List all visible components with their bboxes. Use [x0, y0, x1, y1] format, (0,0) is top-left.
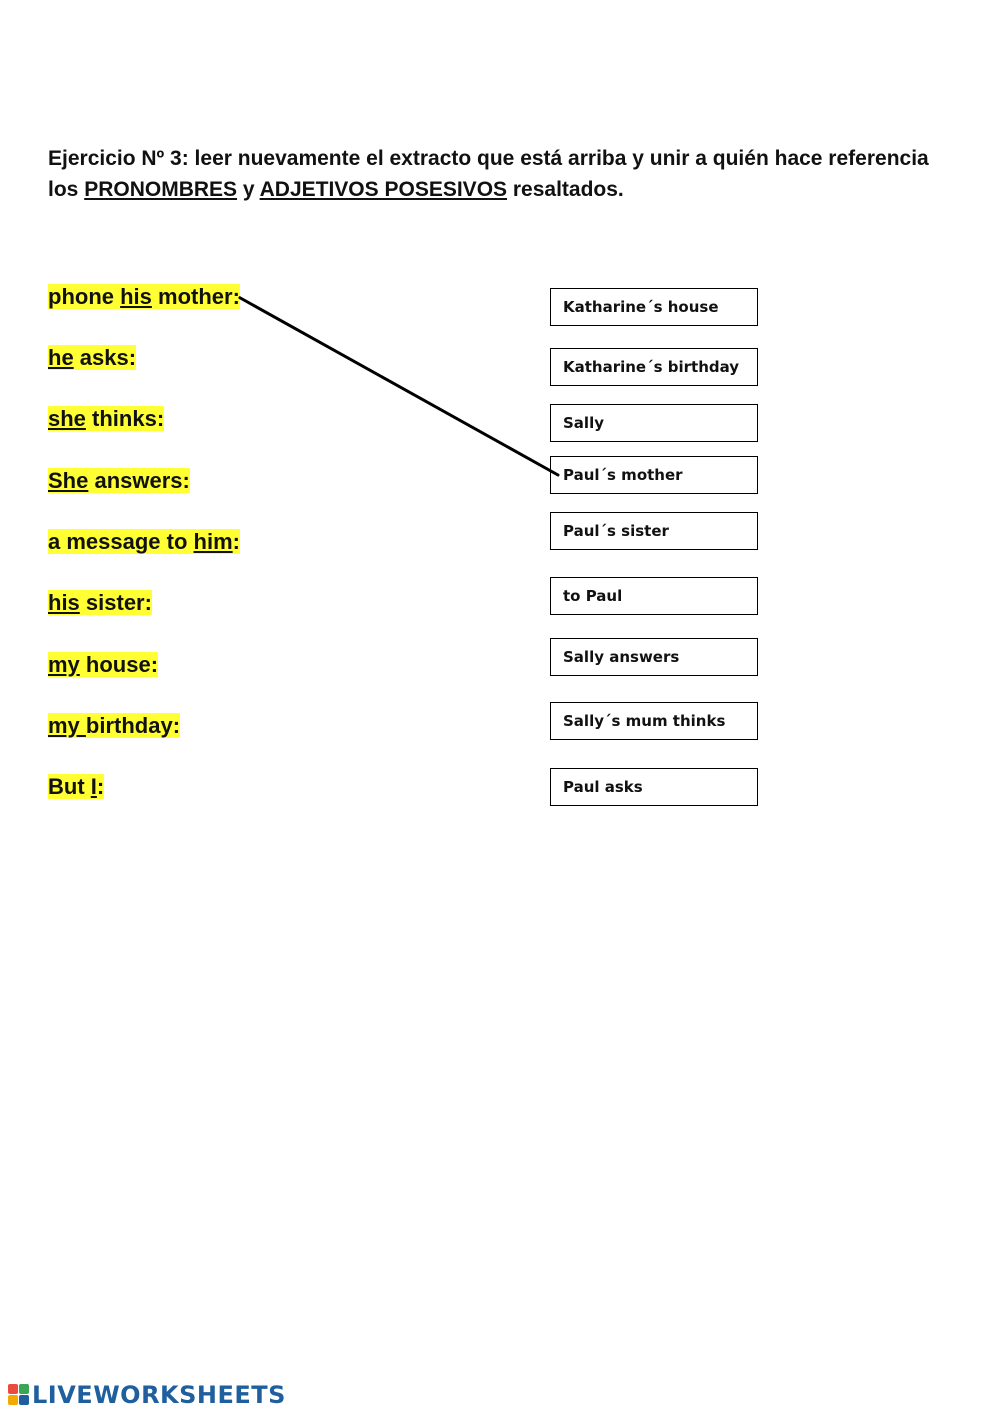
prompt-item-3[interactable]: [48, 467, 190, 495]
prompt-underlined: my: [48, 713, 86, 738]
exercise-instructions: [48, 143, 948, 205]
prompt-post: house:: [79, 652, 159, 677]
prompt-post: sister:: [79, 590, 152, 615]
answer-box-2[interactable]: Sally: [550, 404, 758, 442]
instructions-text-2: resaltados.: [507, 178, 624, 201]
prompt-underlined: my: [48, 652, 80, 677]
instructions-text-1: Ejercicio Nº 3: leer nuevamente el extracto que está arriba y unir a quién hace referencia los: [48, 147, 929, 201]
answer-box-0[interactable]: Katharine´s house: [550, 288, 758, 326]
prompt-pre: But: [48, 774, 91, 799]
prompt-pre: a message to: [48, 529, 194, 554]
answer-box-7[interactable]: Sally´s mum thinks: [550, 702, 758, 740]
prompt-underlined: his: [120, 284, 152, 309]
answer-box-3[interactable]: Paul´s mother: [550, 456, 758, 494]
prompt-item-4[interactable]: [48, 528, 240, 556]
instructions-conj: y: [237, 178, 260, 201]
prompt-post: :: [96, 774, 105, 799]
answer-box-5[interactable]: to Paul: [550, 577, 758, 615]
prompt-underlined: she: [48, 406, 86, 431]
prompt-post: :: [232, 529, 240, 554]
answer-box-4[interactable]: Paul´s sister: [550, 512, 758, 550]
match-line-0: [240, 298, 558, 475]
prompt-item-7[interactable]: [48, 712, 180, 740]
prompt-item-1[interactable]: [48, 344, 136, 372]
prompt-post: thinks:: [85, 406, 165, 431]
prompt-underlined: him: [193, 529, 233, 554]
instructions-pronombres: PRONOMBRES: [84, 178, 238, 201]
prompt-post: birthday:: [85, 713, 181, 738]
prompt-post: answers:: [88, 468, 190, 493]
prompt-underlined: his: [48, 590, 80, 615]
answer-box-1[interactable]: Katharine´s birthday: [550, 348, 758, 386]
liveworksheets-logo: [8, 1381, 286, 1409]
liveworksheets-logo-icon: [8, 1384, 30, 1406]
prompt-underlined: I: [90, 774, 97, 799]
prompt-item-8[interactable]: [48, 773, 104, 801]
instructions-adjetivos: ADJETIVOS POSESIVOS: [259, 178, 508, 201]
prompt-item-0[interactable]: [48, 283, 240, 311]
prompt-underlined: he: [48, 345, 74, 370]
prompt-item-2[interactable]: [48, 405, 164, 433]
liveworksheets-logo-text: LIVEWORKSHEETS: [32, 1381, 286, 1409]
answer-box-6[interactable]: Sally answers: [550, 638, 758, 676]
prompt-underlined: She: [48, 468, 89, 493]
prompt-post: mother:: [151, 284, 240, 309]
prompt-post: asks:: [73, 345, 137, 370]
answer-box-8[interactable]: Paul asks: [550, 768, 758, 806]
prompt-pre: phone: [48, 284, 121, 309]
prompt-item-6[interactable]: [48, 651, 158, 679]
prompt-item-5[interactable]: [48, 589, 152, 617]
